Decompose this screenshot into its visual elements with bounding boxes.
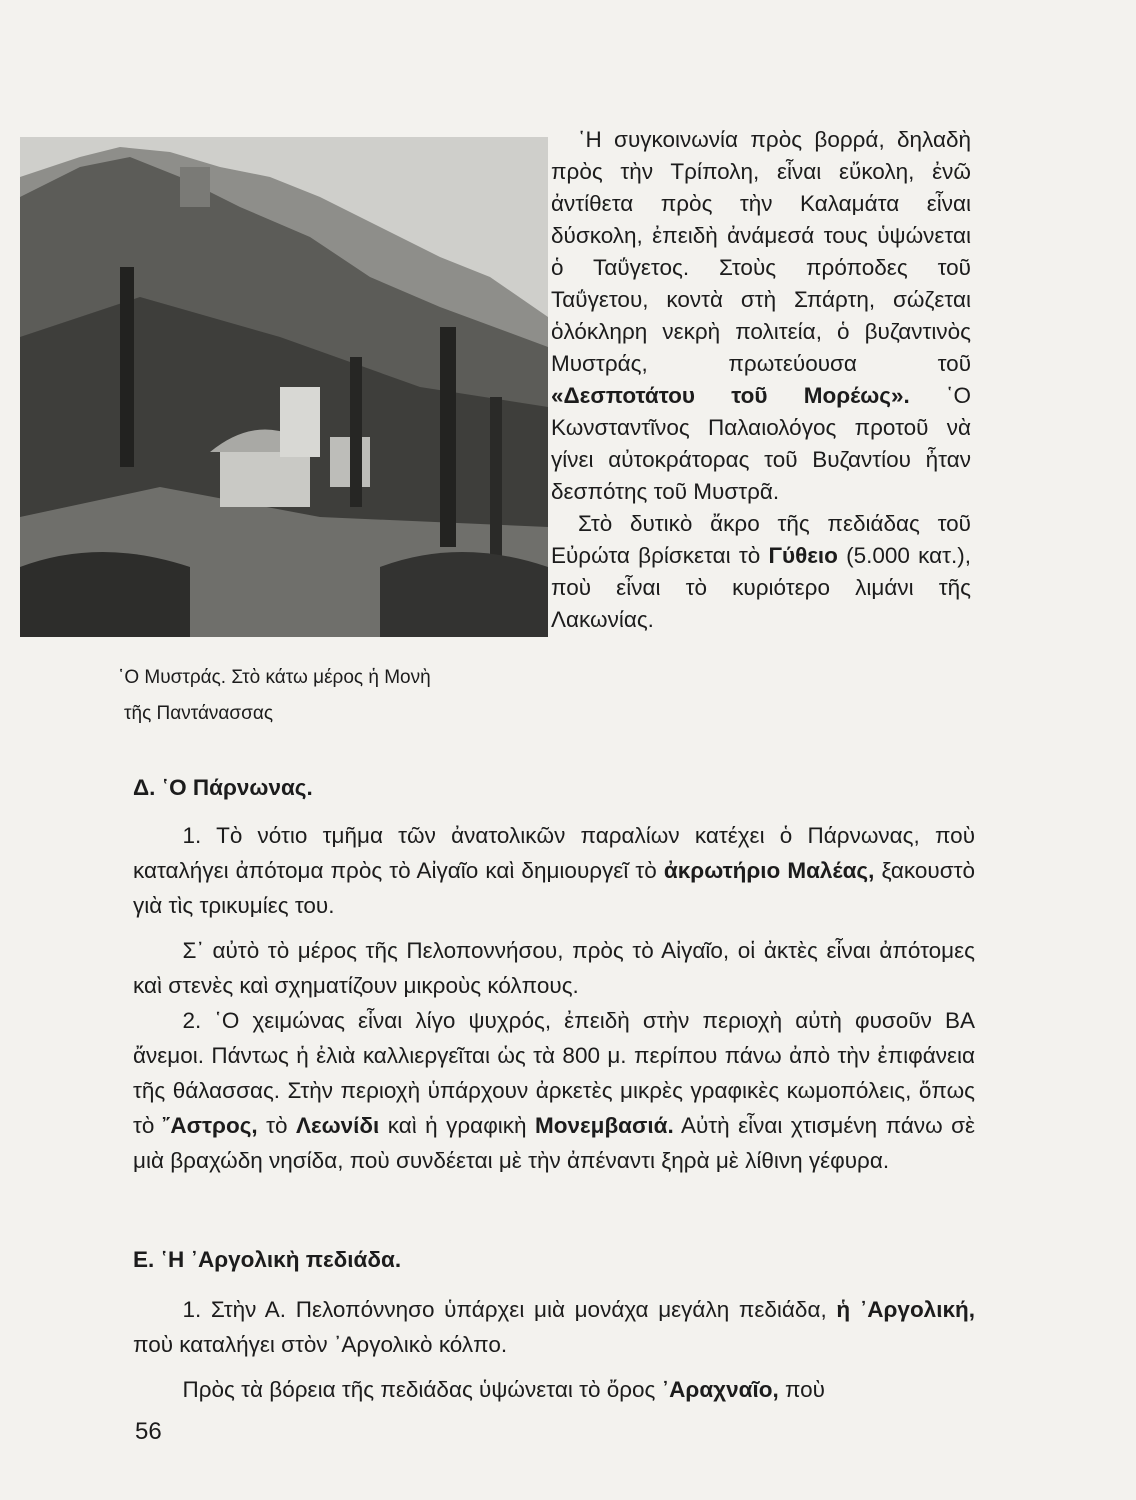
bold-term: ἡ ᾽Αργολική, <box>836 1297 975 1322</box>
bold-term: ᾽Αραχναῖο, <box>661 1377 779 1402</box>
paragraph-parnonas-1 <box>133 818 975 923</box>
text-run: Πρὸς τὰ βόρεια τῆς πεδιάδας ὑψώνεται τὸ ὄρος <box>182 1377 662 1402</box>
text-run: Τὸ νότιο τμῆμα τῶν ἀνατολικῶν παραλίων κατέχει ὁ Πάρνωνας, ποὺ καταλήγει ἀπότομα πρὸς τὸ Αἰγαῖο καὶ δημιουργεῖ τὸ <box>133 823 975 883</box>
bold-term: Λεωνίδι <box>295 1113 380 1138</box>
paragraph-parnonas-coasts: Σ᾽ αὐτὸ τὸ μέρος τῆς Πελοποννήσου, πρὸς τὸ Αἰγαῖο, οἱ ἀκτὲς εἶναι ἀπότομες καὶ στενὲς καὶ σχηματίζουν μικροὺς κόλπους. <box>133 938 975 998</box>
item-number: 2. <box>182 1008 202 1033</box>
bold-term: Γύθειο <box>768 543 838 568</box>
item-number: 1. <box>182 823 202 848</box>
photo-caption <box>118 660 538 732</box>
caption-line-1: ῾Ο Μυστράς. Στὸ κάτω μέρος ἡ Μονὴ <box>118 667 431 688</box>
mystras-photo <box>20 137 548 637</box>
text-run: ῾Η συγκοινωνία πρὸς βορρά, δηλαδὴ πρὸς τὴν Τρίπολη, εἶναι εὔκολη, ἐνῶ ἀντίθετα πρὸς τὴν Καλαμάτα εἶναι δύσκολη, ἐπειδὴ ἀνάμεσά τους ὑψώνεται ὁ Ταΰγετος. Στοὺς πρόποδες τοῦ Ταΰγετου, κοντὰ στὴ Σπάρτη, σώζεται ὁλόκληρη νεκρὴ πολιτεία, ὁ βυζαντινὸς Μυστράς, πρωτεύουσα τοῦ <box>551 127 971 376</box>
bold-term: ἀκρωτήριο Μαλέας, <box>663 858 875 883</box>
paragraph-parnonas-2 <box>133 1003 975 1178</box>
text-run: Αὐτὴ εἶναι χτισμένη πάνω σὲ μιὰ βραχώδη νησίδα, ποὺ συνδέεται μὲ τὴν ἀπέναντι ξηρὰ μὲ λίθινη γέφυρα. <box>133 1113 976 1173</box>
bold-term: «Δεσποτάτου τοῦ Μορέως». <box>551 383 910 408</box>
paragraph-gytheio <box>551 508 971 636</box>
paragraph-mystras <box>551 124 971 508</box>
page-number: 56 <box>135 1418 162 1445</box>
text-run: τὸ <box>257 1113 296 1138</box>
text-run: ξακουστὸ γιὰ τὶς τρικυμίες του. <box>133 858 976 918</box>
text-run: (5.000 κατ.), ποὺ εἶναι τὸ κυριότερο λιμάνι τῆς Λακωνίας. <box>551 543 972 632</box>
bold-term: ῎Αστρος, <box>162 1113 258 1138</box>
paragraph-argolida-2 <box>133 1372 975 1407</box>
text-run: Στὴν Α. Πελοπόννησο ὑπάρχει μιὰ μονάχα μεγάλη πεδιάδα, <box>201 1297 837 1322</box>
mystras-photo-graphic <box>20 137 548 637</box>
section-heading-parnonas: Δ. ῾Ο Πάρνωνας. <box>133 775 313 800</box>
text-run: καὶ ἡ γραφικὴ <box>379 1113 535 1138</box>
text-run: ῾Ο Κωνσταντῖνος Παλαιολόγος προτοῦ νὰ γίνει αὐτοκράτορας τοῦ Βυζαντίου ἦταν δεσπότης τοῦ Μυστρᾶ. <box>551 383 972 504</box>
section-argolida-body <box>133 1292 975 1407</box>
right-column-text <box>551 124 971 636</box>
caption-line-2: τῆς Παντάνασσας <box>124 703 274 724</box>
text-run: ῾Ο χειμώνας εἶναι λίγο ψυχρός, ἐπειδὴ στὴν περιοχὴ αὐτὴ φυσοῦν ΒΑ ἄνεμοι. Πάντως ἡ ἐλιὰ καλλιεργεῖται ὡς τὰ 800 μ. περίπου πάνω ἀπὸ τὴν ἐπιφάνεια τῆς θάλασσας. Στὴν περιοχὴ ὑπάρχουν ἀρκετὲς μικρὲς γραφικὲς κωμοπόλεις, ὅπως τὸ <box>133 1008 975 1138</box>
bold-term: Μονεμβασιά. <box>535 1113 674 1138</box>
section-parnonas-body <box>133 818 975 1178</box>
item-number: 1. <box>182 1297 202 1322</box>
paragraph-argolida-1 <box>133 1292 975 1362</box>
text-run: ποὺ καταλήγει στὸν ᾽Αργολικὸ κόλπο. <box>133 1332 508 1357</box>
text-run: Στὸ δυτικὸ ἄκρο τῆς πεδιάδας τοῦ Εὐρώτα βρίσκεται τὸ <box>551 511 971 568</box>
section-heading-argolida: Ε. ῾Η ᾽Αργολικὴ πεδιάδα. <box>133 1247 402 1272</box>
text-run: ποὺ <box>778 1377 825 1402</box>
